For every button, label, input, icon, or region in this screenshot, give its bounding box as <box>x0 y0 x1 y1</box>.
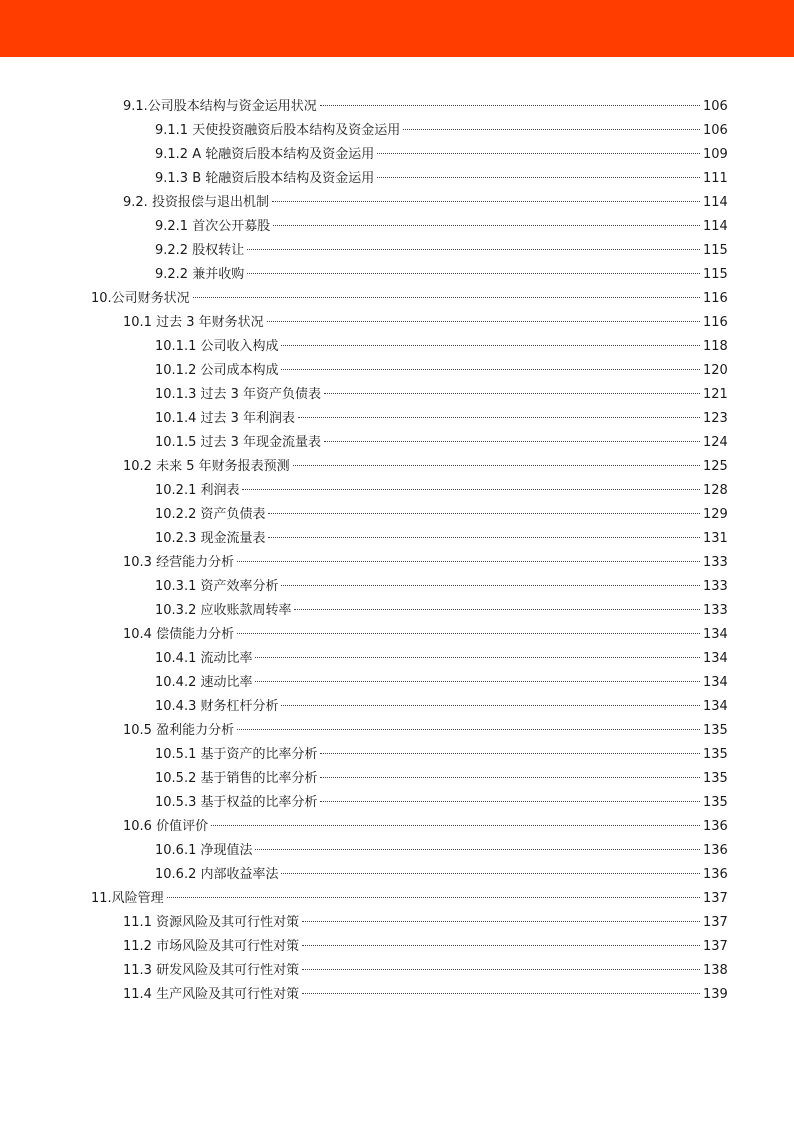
dot-leader <box>267 321 700 322</box>
toc-entry[interactable] <box>0 191 794 215</box>
dot-leader <box>193 297 700 298</box>
toc-entry-page-number: 125 <box>703 459 728 474</box>
toc-entry-page-number: 120 <box>703 363 728 378</box>
toc-entry[interactable] <box>0 383 794 407</box>
toc-entry[interactable] <box>0 863 794 887</box>
toc-entry[interactable] <box>0 431 794 455</box>
toc-entry-title: 10.2.2 资产负债表 <box>155 507 266 522</box>
toc-entry[interactable] <box>0 695 794 719</box>
toc-entry-page-number: 133 <box>703 603 728 618</box>
toc-entry[interactable] <box>0 887 794 911</box>
toc-entry-page-number: 106 <box>703 123 728 138</box>
toc-entry-page-number: 134 <box>703 675 728 690</box>
dot-leader <box>324 393 700 394</box>
dot-leader <box>237 633 700 634</box>
dot-leader <box>302 969 700 970</box>
toc-entry-page-number: 116 <box>703 291 728 306</box>
toc-entry-page-number: 115 <box>703 267 728 282</box>
dot-leader <box>324 441 700 442</box>
toc-entry-title: 10.4.1 流动比率 <box>155 651 253 666</box>
toc-entry[interactable] <box>0 527 794 551</box>
dot-leader <box>255 657 700 658</box>
dot-leader <box>293 465 700 466</box>
toc-entry-title: 9.1.公司股本结构与资金运用状况 <box>123 99 317 114</box>
toc-entry-page-number: 114 <box>703 195 728 210</box>
toc-entry-title: 9.1.2 A 轮融资后股本结构及资金运用 <box>155 147 375 162</box>
toc-entry-page-number: 111 <box>703 171 728 186</box>
toc-entry-title: 10.4 偿债能力分析 <box>123 627 235 642</box>
toc-entry[interactable] <box>0 95 794 119</box>
toc-entry[interactable] <box>0 263 794 287</box>
toc-entry-page-number: 121 <box>703 387 728 402</box>
toc-entry-title: 9.2.2 股权转让 <box>155 243 245 258</box>
toc-entry[interactable] <box>0 215 794 239</box>
toc-entry-page-number: 135 <box>703 795 728 810</box>
toc-entry-title: 10.5.1 基于资产的比率分析 <box>155 747 318 762</box>
toc-entry[interactable] <box>0 143 794 167</box>
toc-entry-title: 10.6.1 净现值法 <box>155 843 253 858</box>
dot-leader <box>294 609 700 610</box>
toc-entry[interactable] <box>0 311 794 335</box>
toc-entry[interactable] <box>0 575 794 599</box>
toc-entry-title: 10.5.3 基于权益的比率分析 <box>155 795 318 810</box>
dot-leader <box>281 369 700 370</box>
dot-leader <box>237 729 700 730</box>
dot-leader <box>320 105 700 106</box>
toc-entry-page-number: 137 <box>703 939 728 954</box>
toc-entry[interactable] <box>0 479 794 503</box>
table-of-contents <box>0 95 794 1007</box>
toc-entry-page-number: 135 <box>703 771 728 786</box>
toc-entry-title: 10.6 价值评价 <box>123 819 209 834</box>
toc-entry-page-number: 129 <box>703 507 728 522</box>
dot-leader <box>247 273 700 274</box>
toc-entry-title: 10.1.4 过去 3 年利润表 <box>155 411 296 426</box>
toc-entry-page-number: 118 <box>703 339 728 354</box>
toc-entry-page-number: 131 <box>703 531 728 546</box>
toc-entry-title: 10.2 未来 5 年财务报表预测 <box>123 459 290 474</box>
toc-entry-title: 10.2.3 现金流量表 <box>155 531 266 546</box>
dot-leader <box>237 561 700 562</box>
toc-entry-page-number: 137 <box>703 915 728 930</box>
toc-entry[interactable] <box>0 623 794 647</box>
dot-leader <box>211 825 700 826</box>
dot-leader <box>281 873 700 874</box>
dot-leader <box>255 681 700 682</box>
toc-entry-title: 10.5 盈利能力分析 <box>123 723 235 738</box>
dot-leader <box>320 777 700 778</box>
toc-entry-page-number: 135 <box>703 747 728 762</box>
dot-leader <box>247 249 700 250</box>
toc-entry[interactable] <box>0 455 794 479</box>
dot-leader <box>377 153 700 154</box>
dot-leader <box>255 849 700 850</box>
dot-leader <box>281 345 700 346</box>
toc-entry[interactable] <box>0 767 794 791</box>
toc-entry-page-number: 134 <box>703 699 728 714</box>
dot-leader <box>242 489 700 490</box>
toc-entry-page-number: 135 <box>703 723 728 738</box>
toc-entry-page-number: 134 <box>703 651 728 666</box>
toc-entry-title: 10.5.2 基于销售的比率分析 <box>155 771 318 786</box>
toc-entry-title: 10.2.1 利润表 <box>155 483 240 498</box>
toc-entry-page-number: 133 <box>703 579 728 594</box>
toc-entry-page-number: 136 <box>703 867 728 882</box>
toc-entry[interactable] <box>0 359 794 383</box>
dot-leader <box>272 201 700 202</box>
toc-entry[interactable] <box>0 119 794 143</box>
toc-entry-title: 11.3 研发风险及其可行性对策 <box>123 963 300 978</box>
dot-leader <box>320 753 700 754</box>
toc-entry-page-number: 136 <box>703 819 728 834</box>
toc-entry-title: 9.2.2 兼并收购 <box>155 267 245 282</box>
toc-entry[interactable] <box>0 911 794 935</box>
toc-entry-title: 10.1.1 公司收入构成 <box>155 339 279 354</box>
toc-entry-page-number: 109 <box>703 147 728 162</box>
toc-entry-page-number: 133 <box>703 555 728 570</box>
toc-entry[interactable] <box>0 167 794 191</box>
toc-entry[interactable] <box>0 935 794 959</box>
dot-leader <box>302 945 700 946</box>
toc-entry[interactable] <box>0 959 794 983</box>
toc-entry-title: 10.1.3 过去 3 年资产负债表 <box>155 387 322 402</box>
toc-entry-title: 10.3.1 资产效率分析 <box>155 579 279 594</box>
toc-entry-title: 10.4.2 速动比率 <box>155 675 253 690</box>
toc-entry[interactable] <box>0 671 794 695</box>
toc-entry-page-number: 116 <box>703 315 728 330</box>
dot-leader <box>281 585 700 586</box>
toc-entry[interactable] <box>0 983 794 1007</box>
dot-leader <box>268 537 700 538</box>
toc-entry-title: 10.4.3 财务杠杆分析 <box>155 699 279 714</box>
toc-entry-page-number: 114 <box>703 219 728 234</box>
toc-entry-title: 10.1 过去 3 年财务状况 <box>123 315 264 330</box>
dot-leader <box>273 225 700 226</box>
toc-entry-title: 9.2. 投资报偿与退出机制 <box>123 195 269 210</box>
toc-entry-page-number: 137 <box>703 891 728 906</box>
toc-entry[interactable] <box>0 839 794 863</box>
toc-entry-title: 10.公司财务状况 <box>91 291 190 306</box>
toc-entry[interactable] <box>0 503 794 527</box>
toc-entry[interactable] <box>0 647 794 671</box>
toc-entry[interactable] <box>0 335 794 359</box>
dot-leader <box>320 801 700 802</box>
toc-entry-title: 11.风险管理 <box>91 891 164 906</box>
dot-leader <box>298 417 700 418</box>
toc-entry[interactable] <box>0 287 794 311</box>
toc-entry-page-number: 134 <box>703 627 728 642</box>
dot-leader <box>377 177 700 178</box>
toc-entry[interactable] <box>0 599 794 623</box>
toc-entry-page-number: 115 <box>703 243 728 258</box>
toc-entry[interactable] <box>0 815 794 839</box>
toc-entry-title: 9.1.1 天使投资融资后股本结构及资金运用 <box>155 123 401 138</box>
toc-entry-title: 10.3.2 应收账款周转率 <box>155 603 292 618</box>
toc-entry[interactable] <box>0 743 794 767</box>
dot-leader <box>268 513 700 514</box>
toc-entry-title: 11.1 资源风险及其可行性对策 <box>123 915 300 930</box>
toc-entry-page-number: 106 <box>703 99 728 114</box>
toc-entry-title: 9.1.3 B 轮融资后股本结构及资金运用 <box>155 171 375 186</box>
toc-entry-title: 10.6.2 内部收益率法 <box>155 867 279 882</box>
toc-entry[interactable] <box>0 551 794 575</box>
toc-entry[interactable] <box>0 407 794 431</box>
toc-entry-page-number: 124 <box>703 435 728 450</box>
header-bar <box>0 0 794 57</box>
toc-entry-page-number: 123 <box>703 411 728 426</box>
toc-entry-title: 10.1.2 公司成本构成 <box>155 363 279 378</box>
toc-entry-page-number: 128 <box>703 483 728 498</box>
toc-entry[interactable] <box>0 239 794 263</box>
toc-entry-page-number: 138 <box>703 963 728 978</box>
toc-entry-title: 11.4 生产风险及其可行性对策 <box>123 987 300 1002</box>
dot-leader <box>302 993 700 994</box>
toc-entry-title: 10.3 经营能力分析 <box>123 555 235 570</box>
dot-leader <box>403 129 700 130</box>
dot-leader <box>302 921 700 922</box>
dot-leader <box>281 705 700 706</box>
dot-leader <box>167 897 700 898</box>
toc-entry-title: 11.2 市场风险及其可行性对策 <box>123 939 300 954</box>
toc-entry-title: 9.2.1 首次公开募股 <box>155 219 271 234</box>
toc-entry[interactable] <box>0 719 794 743</box>
toc-entry-page-number: 139 <box>703 987 728 1002</box>
toc-entry-title: 10.1.5 过去 3 年现金流量表 <box>155 435 322 450</box>
toc-entry-page-number: 136 <box>703 843 728 858</box>
toc-entry[interactable] <box>0 791 794 815</box>
